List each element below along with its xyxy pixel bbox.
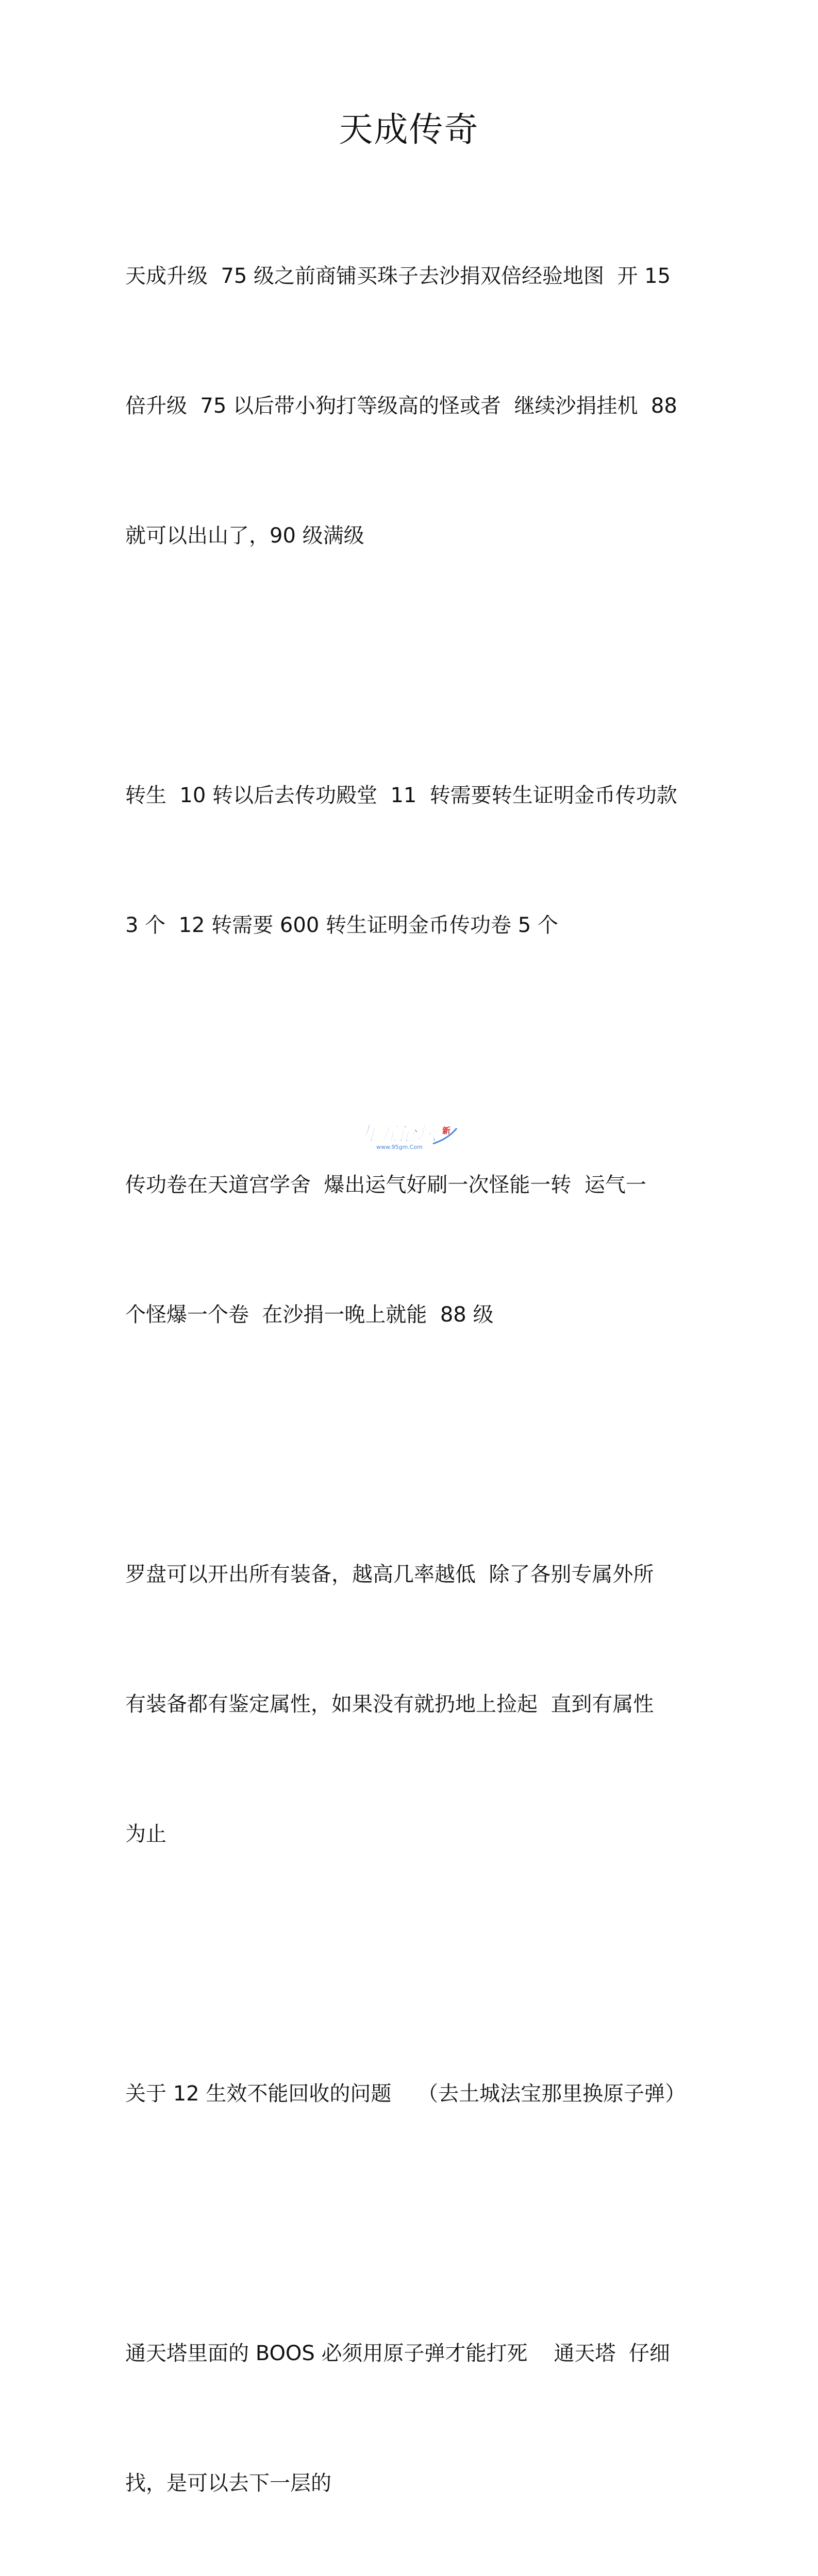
text-line: 倍升级 75 以后带小狗打等级高的怪或者 继续沙捐挂机 88	[125, 394, 677, 418]
document-body	[125, 168, 697, 2576]
logo-url: www.95gm.Com	[376, 1144, 423, 1150]
text-line: 就可以出山了，90 级满级	[125, 524, 364, 548]
text-line: 转生 10 转以后去传功殿堂 11 转需要转生证明金币传功款	[125, 784, 677, 807]
logo-badge: 新	[442, 1126, 451, 1136]
text-line: 为止	[125, 1822, 166, 1846]
paragraph-recycle	[125, 1986, 697, 2202]
text-line: 关于 12 生效不能回收的问题 （去土城法宝那里换原子弹）	[125, 2082, 686, 2106]
logo-text: 九五论坛	[358, 1123, 437, 1145]
text-line: 找，是可以去下一层的	[125, 2471, 331, 2495]
text-line: 个怪爆一个卷 在沙捐一晚上就能 88 级	[125, 1303, 494, 1327]
paragraph-tower	[125, 2245, 697, 2576]
text-line: 3 个 12 转需要 600 转生证明金币传功卷 5 个	[125, 913, 558, 937]
text-line: 天成升级 75 级之前商铺买珠子去沙捐双倍经验地图 开 15	[125, 264, 671, 288]
paragraph-leveling	[125, 168, 697, 644]
text-line: 通天塔里面的 BOOS 必须用原子弹才能打死 通天塔 仔细	[125, 2342, 670, 2365]
text-line: 罗盘可以开出所有装备，越高几率越低 除了各别专属外所	[125, 1563, 654, 1586]
document-title: 天成传奇	[339, 110, 479, 149]
forum-logo-graphic	[356, 1118, 469, 1152]
text-line: 传功卷在天道宫学舍 爆出运气好刷一次怪能一转 运气一	[125, 1173, 646, 1197]
forum-logo	[356, 1118, 469, 1152]
paragraph-compass	[125, 1466, 697, 1942]
paragraph-rebirth	[125, 687, 697, 1033]
text-line: 有装备都有鉴定属性，如果没有就扔地上捡起 直到有属性	[125, 1692, 654, 1716]
